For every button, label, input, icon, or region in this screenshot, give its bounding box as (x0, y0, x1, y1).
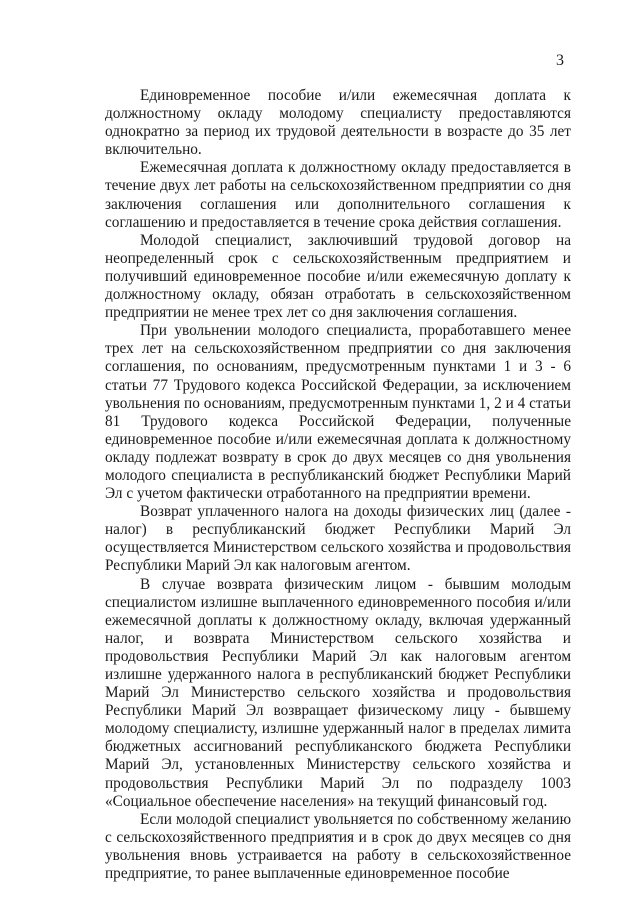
paragraph-tax-return: Возврат уплаченного налога на доходы физических лиц (далее - налог) в республиканский бюджет Республики Марий Эл осуществляется Министерством сельского хозяйства и продовольствия Республики Марий Эл как налоговым агентом. (105, 503, 571, 575)
paragraph-voluntary-resignation: Если молодой специалист увольняется по собственному желанию с сельскохозяйственного предприятия и в срок до двух месяцев со дня увольнения вновь устраивается на работу в сельскохозяйственное предприятие, то ранее выплаченные единовременное пособие (105, 810, 571, 883)
paragraph-lump-sum-eligibility: Единовременное пособие и/или ежемесячная доплата к должностному окладу молодому специалисту предоставляются однократно за период их трудовой деятельности в возрасте до 35 лет включительно. (105, 87, 571, 159)
paragraph-work-obligation: Молодой специалист, заключивший трудовой договор на неопределенный срок с сельскохозяйственным предприятием и получивший единовременное пособие и/или ежемесячную доплату к должностному окладу, обязан отработать в сельскохозяйственном предприятии не менее трех лет со дня заключения соглашения. (105, 231, 571, 322)
paragraph-overpayment-return: В случае возврата физическим лицом - бывшим молодым специалистом излишне выплаченного единовременного пособия и/или ежемесячной доплаты к должностному окладу, включая удержанный налог, и возврата Министерством сельского хозяйства и продовольствия Республики Марий Эл как налоговым агентом излишне удержанного налога в республиканский бюджет Республики Марий Эл Министерство сельского хозяйства и продовольствия Республики Марий Эл возвращает физическому лицу - бывшему молодому специалисту, излишне удержанный налог в пределах лимита бюджетных ассигнований республиканского бюджета Республики Марий Эл, установленных Министерству сельского хозяйства и продовольствия Республики Марий Эл по подразделу 1003 «Социальное обеспечение населения» на текущий финансовый год. (105, 575, 571, 810)
page-number: 3 (556, 52, 564, 69)
document-body (105, 87, 571, 883)
paragraph-monthly-supplement-term: Ежемесячная доплата к должностному окладу предоставляется в течение двух лет работы на сельскохозяйственном предприятии со дня заключения соглашения или дополнительного соглашения к соглашению и предоставляется в течение срока действия соглашения. (105, 159, 571, 231)
paragraph-dismissal-refund: При увольнении молодого специалиста, проработавшего менее трех лет на сельскохозяйственном предприятии со дня заключения соглашения, по основаниям, предусмотренным пунктами 1 и 3 - 6 статьи 77 Трудового кодекса Российской Федерации, за исключением увольнения по основаниям, предусмотренным пунктами 1, 2 и 4 статьи 81 Трудового кодекса Российской Федерации, полученные единовременное пособие и/или ежемесячная доплата к должностному окладу подлежат возврату в срок до двух месяцев со дня увольнения молодого специалиста в республиканский бюджет Республики Марий Эл с учетом фактически отработанного на предприятии времени. (105, 322, 571, 503)
